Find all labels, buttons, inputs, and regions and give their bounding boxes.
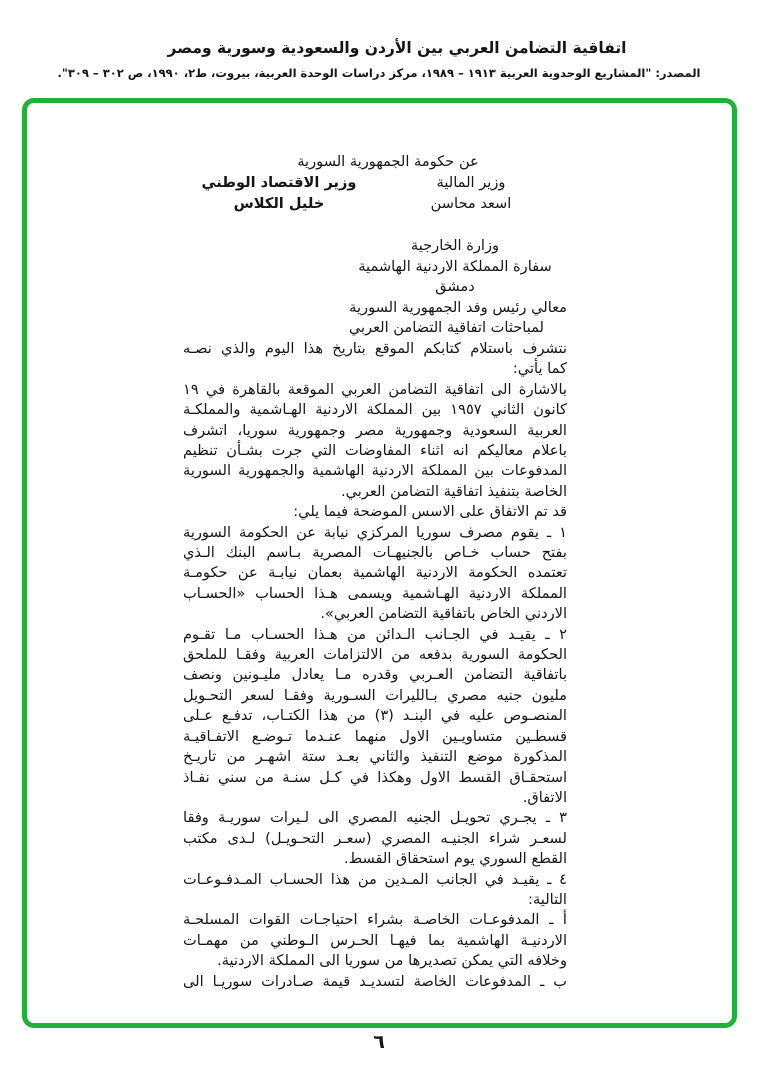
body-line: قد تم الاتفاق على الاسس الموضحة فيما يلي: <box>293 503 567 521</box>
body-line: ١ ـ يقوم مصرف سوريا المركزي نيابة عن الحكومة السورية <box>183 523 567 541</box>
body-line: الاتفاق. <box>522 788 567 806</box>
body-text <box>183 339 567 992</box>
body-line: باعلام معاليكم انه اثناء المفاوضات التي جرت بشـأن تنظيم <box>183 442 567 459</box>
body-line: كما يأتي: <box>512 360 567 378</box>
body-line: المنصـوص عليه في البنـد (٣) من هذا الكتـاب، تدفـع عـلى <box>183 707 567 725</box>
body-line: تعتمده الحكومة الاردنية الهاشمية بعمان نيابـة عن حكومـة <box>183 564 567 582</box>
body-line: القطع السوري يوم استحقاق القسط. <box>344 850 567 868</box>
signatory-economy <box>183 172 375 214</box>
document-frame <box>22 98 737 1028</box>
body-line: قسطـين متساويـين الاول منهما عنـدما تـوضـع الاتفـاقيـة <box>183 727 567 745</box>
address-line: وزارة الخارجية <box>410 237 500 254</box>
body-line: أ ـ المدفوعـات الخاصـة بشراء احتياجـات القوات المسلحـة <box>183 911 567 929</box>
body-line: لسعـر شراء الجنيـه المصري (سعـر التحـويـل) لـدى مكتب <box>183 829 567 847</box>
signatory-finance <box>375 172 567 214</box>
body-line: الحكومة السورية بدفعه من الالتزامات العربية وفقـا للملحق <box>183 646 567 664</box>
body-line: المذكورة موضع التنفيذ والثاني بعـد ستة اشهـر من تاريـخ <box>183 748 567 766</box>
body-line: مليون جنيه مصري بـالليرات السـورية وفقـا لسعر التحـويل <box>183 686 567 704</box>
salutation-line: معالي رئيس وفد الجمهورية السورية <box>349 298 567 316</box>
body-line: ٣ ـ يجـري تحويـل الجنيه المصري الى لـيرات سوريـة وفقا <box>183 809 567 827</box>
body-line: ٤ ـ يقيـد في الجانب المـدين من هذا الحسـاب المـدفـوعـات <box>183 870 567 888</box>
signatory-title: وزير المالية <box>436 174 506 191</box>
body-line: ٢ ـ يقيـد في الجـانب الـدائن من هـذا الحسـاب مـا تقـوم <box>183 625 567 643</box>
address-line: دمشق <box>435 278 475 296</box>
address-line: سفارة المملكة الاردنية الهاشمية <box>358 257 552 275</box>
body-line: الاردني الخاص باتفاقية التضامن العربي». <box>320 605 567 623</box>
body-line: نتشرف باستلام كتابكم الموقع بتاريخ هذا اليوم والذي نصـه <box>183 339 567 357</box>
body-line: المملكة الاردنية الهـاشمية ويسمى هـذا الحساب «الحسـاب <box>183 584 567 602</box>
body-line: استحقـاق القسط الاول وهكذا في كـل سنـة من سني نفـاذ <box>183 768 567 786</box>
signatory-title: وزير الاقتصاد الوطني <box>201 174 357 191</box>
body-line: بفتح حساب خـاص بالجنيهـات المصرية بـاسم البنك الـذي <box>183 544 567 562</box>
body-line: ب ـ المدفوعات الخاصة لتسديـد قيمة صـادرات سوريـا الى <box>183 972 567 990</box>
address-block <box>343 236 567 298</box>
body-line: الخاصة بتنفيذ اتفاقية التضامن العربي. <box>341 482 567 500</box>
page-number: ٦ <box>373 1031 385 1053</box>
body-line: بالاشارة الى اتفاقية التضامن العربي الموقعة بالقاهرة في ١٩ <box>183 380 567 398</box>
body-line: كانون الثاني ١٩٥٧ بين المملكة الاردنية الهـاشمية والمملكـة <box>183 401 567 419</box>
signature-row <box>183 172 567 214</box>
body-line: المدفوعات بين المملكة الاردنية الهاشمية والجمهورية السورية <box>183 462 567 480</box>
body-line: باتفاقية التضامن العـربي وقدره مـا يعادل مليـونين ونصف <box>183 666 567 684</box>
body-line: الاردنيـة الهاشمية بما فيهـا الحـرس الـوطني من مهمـات <box>183 931 567 949</box>
signature-heading: عن حكومة الجمهورية السورية <box>297 153 479 170</box>
signatory-name: اسعد محاسن <box>430 195 512 212</box>
page-header <box>0 38 758 81</box>
body-line: التالية: <box>528 890 567 908</box>
body-line: وخلافه التي يمكن تصديرها من سوريا الى المملكة الاردنية. <box>217 952 567 970</box>
signatory-name: خليل الكلاس <box>233 195 325 212</box>
letter-content <box>27 103 732 1023</box>
page-title: اتفاقية التضامن العربي بين الأردن والسعودية وسورية ومصر <box>167 39 627 57</box>
salutation-line: لمباحثات اتفاقية التضامن العربي <box>348 319 544 337</box>
body-line: العربية السعودية وجمهورية مصر وجمهورية سوريا، اتشرف <box>183 421 567 439</box>
source-line: المصدر: "المشاريع الوحدوية العربية ١٩١٣ – ١٩٨٩، مركز دراسات الوحدة العربية، بيروت، ط٢، ١٩٩٠، ص ٣٠٢ – ٣٠٩". <box>57 66 701 80</box>
